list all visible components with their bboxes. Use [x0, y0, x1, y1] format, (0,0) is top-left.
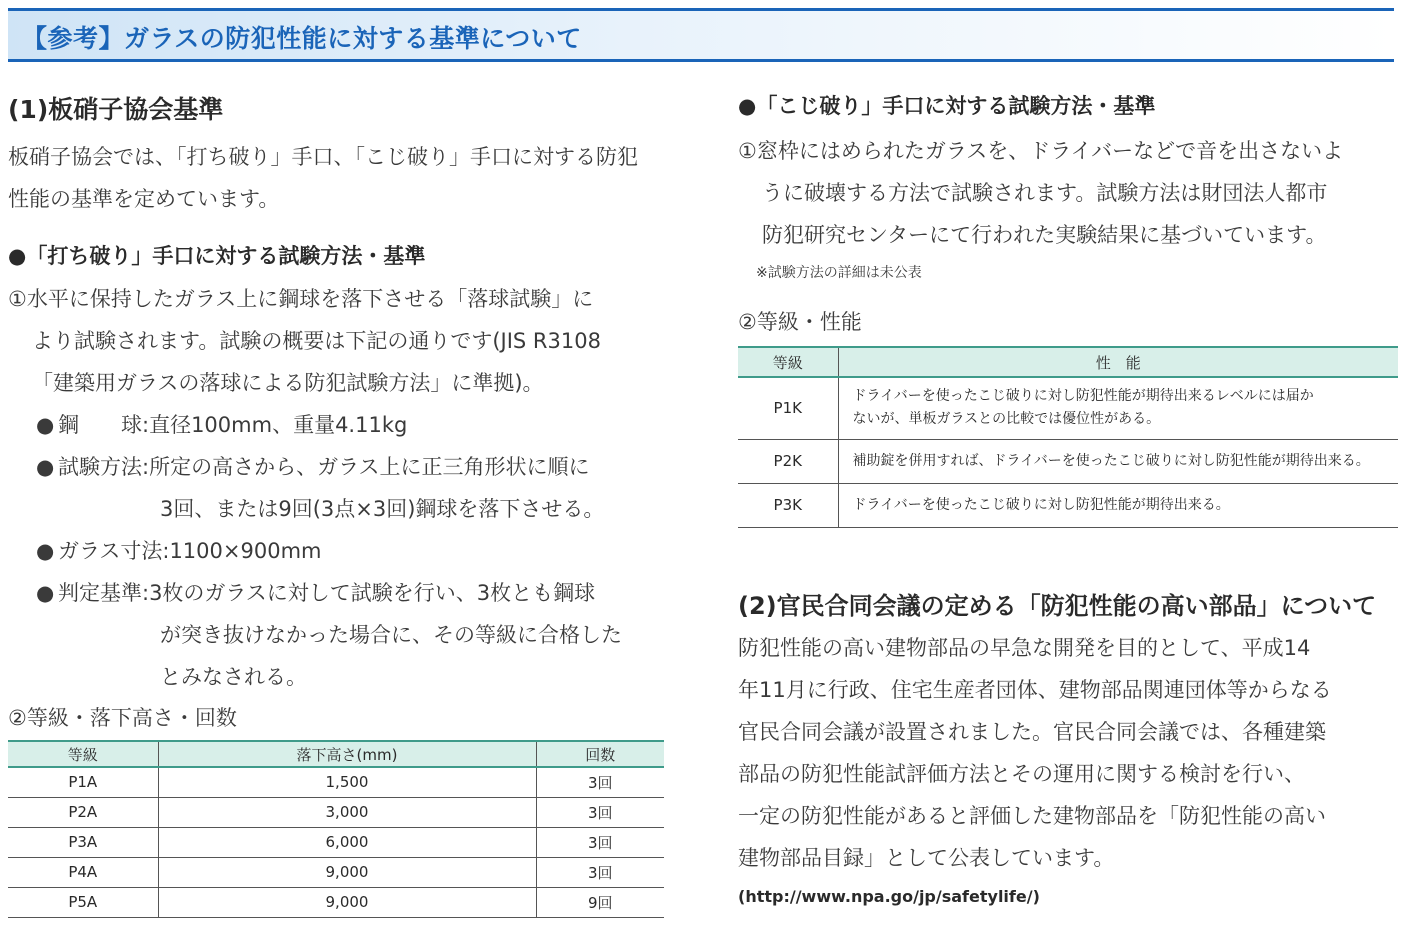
pry-test-description: [738, 130, 1398, 256]
grade-table-title: ②等級・性能: [738, 310, 862, 334]
text-line: より試験されます。試験の概要は下記の通りです(JIS R3108: [32, 329, 601, 353]
undisclosed-note: ※試験方法の詳細は未公表: [756, 265, 922, 281]
title-banner: [8, 8, 1394, 62]
right-column: [738, 88, 1398, 906]
text-line: 年11月に行政、住宅生産者団体、建物部品関連団体等からなる: [738, 677, 1332, 702]
text-line: 防犯研究センターにて行われた実験結果に基づいています。: [762, 223, 1327, 247]
table-row: P1K ドライバーを使ったこじ破りに対し防犯性能が期待出来るレベルには届か ないが、単板ガラスとの比較では優位性がある。: [738, 377, 1398, 439]
header-count: 回数: [536, 741, 664, 767]
left-column: [8, 88, 664, 918]
table-row: P4A 9,000 3回: [8, 857, 664, 887]
intro-line: 性能の基準を定めています。: [8, 187, 280, 211]
bullet-dot: ●: [36, 539, 55, 563]
bullet-glass-size: ● ガラス寸法:1100×900mm: [8, 530, 664, 572]
header-performance: 性 能: [838, 347, 1398, 377]
header-drop-height: 落下高さ(mm): [158, 741, 536, 767]
drop-height-table: [8, 740, 664, 918]
text-line: 防犯性能の高い建物部品の早急な開発を目的として、平成14: [738, 635, 1311, 660]
table-row: P2A 3,000 3回: [8, 797, 664, 827]
bullet-continuation: 3回、または9回(3点×3回)鋼球を落下させる。: [160, 497, 605, 521]
drop-test-description: [8, 278, 664, 404]
bullet-dot: ●: [36, 581, 55, 605]
text-line: うに破壊する方法で試験されます。試験方法は財団法人都市: [762, 181, 1328, 205]
page-title: 【参考】ガラスの防犯性能に対する基準について: [22, 24, 582, 53]
bullet-continuation: が突き抜けなかった場合に、その等級に合格した: [160, 623, 622, 647]
intro-line: 板硝子協会では、「打ち破り」手口、「こじ破り」手口に対する防犯: [8, 145, 638, 169]
bullet-criteria: ● 判定基準:3枚のガラスに対して試験を行い、3枚とも鋼球: [8, 572, 664, 614]
text-line: 部品の防犯性能試評価方法とその運用に関する検討を行い、: [738, 761, 1305, 786]
table-row: P1A 1,500 3回: [8, 767, 664, 797]
text-line: 官民合同会議が設置されました。官民合同会議では、各種建築: [738, 719, 1326, 744]
text-line: ①水平に保持したガラス上に鋼球を落下させる「落球試験」に: [8, 287, 594, 311]
table-row: P5A 9,000 9回: [8, 887, 664, 917]
bullet-steel-ball: ● 鋼 球:直径100mm、重量4.11kg: [8, 404, 664, 446]
section-heading-1: (1)板硝子協会基準: [8, 95, 224, 124]
reference-url[interactable]: (http://www.npa.go/jp/safetylife/): [738, 886, 1040, 906]
table-header-row: [738, 347, 1398, 377]
grade-performance-table: [738, 346, 1398, 528]
bullet-dot: ●: [36, 455, 55, 479]
text-line: 「建築用ガラスの落球による防犯試験方法」に準拠)。: [32, 371, 544, 395]
bullet-continuation: とみなされる。: [160, 665, 307, 689]
kojiyaburi-section-title: ●「こじ破り」手口に対する試験方法・基準: [738, 94, 1156, 118]
header-grade: 等級: [8, 741, 158, 767]
council-paragraph: [738, 627, 1398, 879]
text-line: ①窓枠にはめられたガラスを、ドライバーなどで音を出さないよ: [738, 139, 1344, 163]
table-header-row: [8, 741, 664, 767]
uchiyaburi-section-title: ●「打ち破り」手口に対する試験方法・基準: [8, 244, 426, 268]
drop-table-title: ②等級・落下高さ・回数: [8, 706, 237, 730]
test-bullets: [8, 404, 664, 698]
text-line: 一定の防犯性能があると評価した建物部品を「防犯性能の高い: [738, 803, 1326, 828]
intro-paragraph: [8, 136, 664, 220]
table-row: P2K 補助錠を併用すれば、ドライバーを使ったこじ破りに対し防犯性能が期待出来る。: [738, 439, 1398, 483]
table-row: P3A 6,000 3回: [8, 827, 664, 857]
section-heading-2: (2)官民合同会議の定める「防犯性能の高い部品」について: [738, 591, 1377, 620]
bullet-dot: ●: [36, 413, 55, 437]
header-grade: 等級: [738, 347, 838, 377]
text-line: 建物部品目録」として公表しています。: [738, 845, 1115, 870]
bullet-test-method: ● 試験方法:所定の高さから、ガラス上に正三角形状に順に: [8, 446, 664, 488]
table-row: P3K ドライバーを使ったこじ破りに対し防犯性能が期待出来る。: [738, 483, 1398, 527]
